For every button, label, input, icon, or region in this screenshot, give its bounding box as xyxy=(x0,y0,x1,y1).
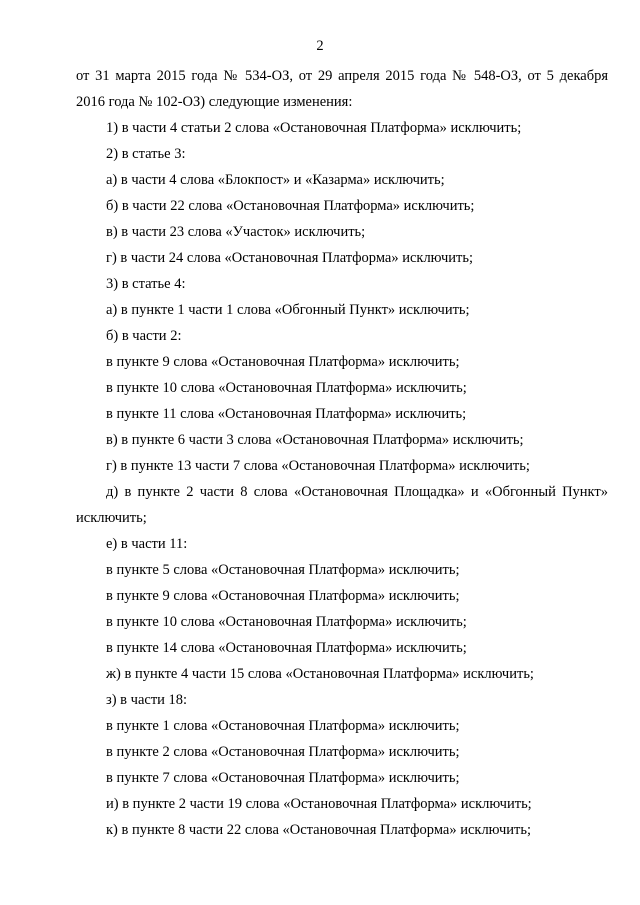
amendment-item: в пункте 1 слова «Остановочная Платформа» исключить; xyxy=(106,718,460,734)
amendment-item: 2) в статье 3: xyxy=(106,146,186,162)
intro-line-2: 2016 года № 102-ОЗ) следующие изменения: xyxy=(76,94,353,110)
amendment-item: в пункте 14 слова «Остановочная Платформа» исключить; xyxy=(106,640,467,656)
amendment-item: в пункте 10 слова «Остановочная Платформа» исключить; xyxy=(106,614,467,630)
amendment-item: в пункте 10 слова «Остановочная Платформа» исключить; xyxy=(106,380,467,396)
amendment-item: з) в части 18: xyxy=(106,692,188,708)
amendment-item: а) в пункте 1 части 1 слова «Обгонный Пункт» исключить; xyxy=(106,302,470,318)
amendment-item: г) в пункте 13 части 7 слова «Остановочная Платформа» исключить; xyxy=(106,458,530,474)
amendment-item: в пункте 9 слова «Остановочная Платформа» исключить; xyxy=(106,588,460,604)
document-body xyxy=(76,66,608,846)
page-number: 2 xyxy=(316,38,324,54)
amendment-item: в пункте 11 слова «Остановочная Платформа» исключить; xyxy=(106,406,467,422)
amendment-item: б) в части 22 слова «Остановочная Платформа» исключить; xyxy=(106,198,475,214)
amendment-item-d-line-2: исключить; xyxy=(76,510,147,526)
amendment-item: в пункте 9 слова «Остановочная Платформа» исключить; xyxy=(106,354,460,370)
amendment-item: 3) в статье 4: xyxy=(106,276,186,292)
amendment-item: в пункте 7 слова «Остановочная Платформа» исключить; xyxy=(106,770,460,786)
amendment-item-d-line-1: д) в пункте 2 части 8 слова «Остановочная Площадка» и «Обгонный Пункт» xyxy=(106,484,608,500)
amendment-item: 1) в части 4 статьи 2 слова «Остановочная Платформа» исключить; xyxy=(106,120,522,136)
amendment-item: г) в части 24 слова «Остановочная Платформа» исключить; xyxy=(106,250,473,266)
amendment-item: ж) в пункте 4 части 15 слова «Остановочная Платформа» исключить; xyxy=(106,666,534,682)
amendment-item: е) в части 11: xyxy=(106,536,188,552)
amendment-item: в пункте 2 слова «Остановочная Платформа» исключить; xyxy=(106,744,460,760)
amendment-item: и) в пункте 2 части 19 слова «Остановочная Платформа» исключить; xyxy=(106,796,532,812)
amendment-item: в) в пункте 6 части 3 слова «Остановочная Платформа» исключить; xyxy=(106,432,524,448)
amendment-item: в) в части 23 слова «Участок» исключить; xyxy=(106,224,366,240)
intro-line-1: от 31 марта 2015 года № 534-ОЗ, от 29 апреля 2015 года № 548-ОЗ, от 5 декабря xyxy=(76,68,608,84)
amendment-item: в пункте 5 слова «Остановочная Платформа» исключить; xyxy=(106,562,460,578)
amendment-item: к) в пункте 8 части 22 слова «Остановочная Платформа» исключить; xyxy=(106,822,531,838)
amendment-item: а) в части 4 слова «Блокпост» и «Казарма» исключить; xyxy=(106,172,445,188)
amendment-item: б) в части 2: xyxy=(106,328,182,344)
